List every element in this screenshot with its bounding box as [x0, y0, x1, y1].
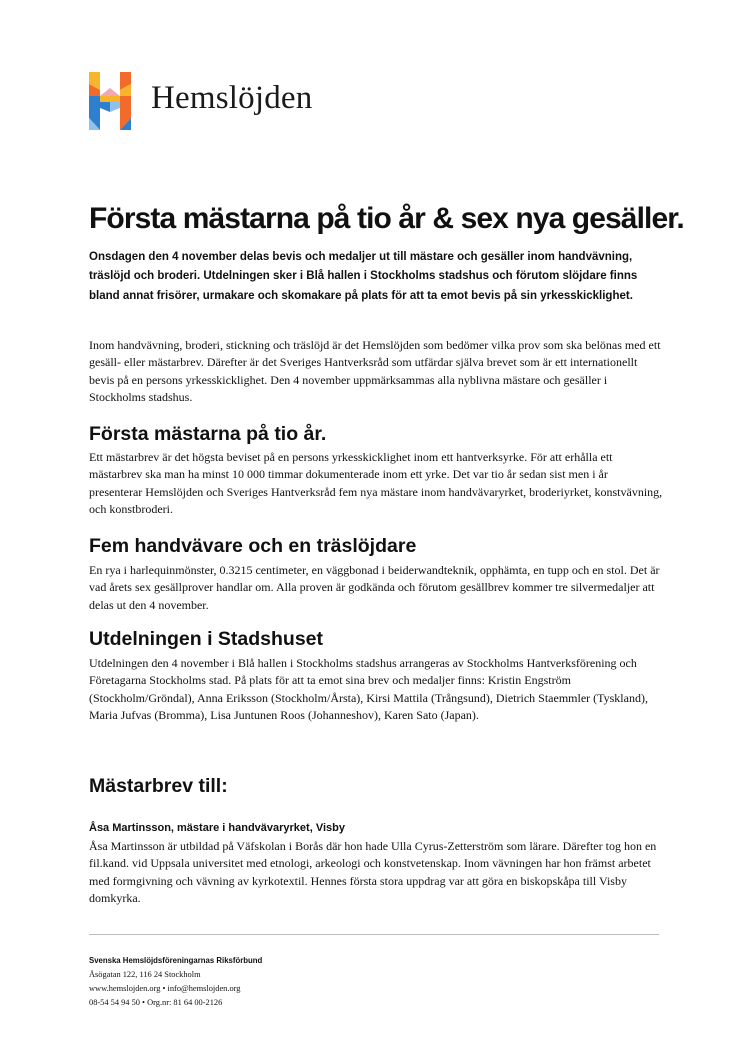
- section-heading-ceremony: Utdelningen i Stadshuset: [89, 628, 324, 650]
- master-entry-title: Åsa Martinsson, mästare i handvävaryrket, Visby: [89, 822, 345, 834]
- master-entry-body: Åsa Martinsson är utbildad på Väfskolan i Borås där hon hade Ulla Cyrus-Zetterström som lärare. Därefter tog hon en fil.kand. vid Uppsala universitet med etnologi, arkeologi och konstvetenskap. Inom vävningen har hon främst arbetet med formgivning och vävning av kyrkotextil. Hennes första stora uppdrag var att göra en biskopskåpa till Visby domkyrka.: [89, 839, 657, 905]
- masters-heading: Mästarbrev till:: [89, 775, 228, 797]
- footer-phone-orgnr: 08-54 54 94 50 • Org.nr: 81 64 00-2126: [89, 998, 223, 1007]
- section-heading-journeymen: Fem handvävare och en träslöjdare: [89, 535, 417, 557]
- intro-paragraph: Inom handvävning, broderi, stickning och träslöjd är det Hemslöjden som bedömer vilka prov som ska belönas med ett gesäll- eller mästarbrev. Därefter är det Sveriges Hantverksråd som utfärdar själva brevet som är ett internationellt bevis på en persons yrkesskicklighet. Den 4 november uppmärksammas alla nyblivna mästare och gesäller i Stockholms stadshus.: [89, 338, 661, 404]
- page-title: Första mästarna på tio år & sex nya gesäller.: [89, 202, 684, 235]
- hemslojden-logo: [89, 72, 349, 132]
- section-body-journeymen: En rya i harlequinmönster, 0.3215 centimeter, en väggbonad i beiderwandteknik, opphämta, en tupp och en stol. Det är vad årets sex gesällprover handlar om. Alla proven är godkända och förutom gesällbrev kommer tre silvermedaljer att delas ut den 4 november.: [89, 563, 660, 612]
- brand-name: Hemslöjden: [151, 80, 313, 116]
- lede-paragraph: Onsdagen den 4 november delas bevis och medaljer ut till mästare och gesäller inom handvävning, träslöjd och broderi. Utdelningen sker i Blå hallen i Stockholms stadshus och förutom slöjdare finns bland annat frisörer, urmakare och skomakare på plats för att ta emot bevis på sin yrkesskicklighet.: [89, 251, 638, 302]
- footer: [89, 954, 489, 1010]
- hemslojden-logo-icon: [89, 72, 131, 130]
- section-body-ceremony: Utdelningen den 4 november i Blå hallen i Stockholms stadshus arrangeras av Stockholms Hantverksförening och Företagarna Stockholms stad. På plats för att ta emot sina brev och medaljer finns: Kristin Engström (Stockholm/Gröndal), Anna Eriksson (Stockholm/Årsta), Kirsi Mattila (Trångsund), Dietrich Staemmler (Tyskland), Maria Jufvas (Bromma), Lisa Juntunen Roos (Johanneshov), Karen Sato (Japan).: [89, 656, 648, 722]
- footer-web-email: www.hemslojden.org • info@hemslojden.org: [89, 984, 241, 993]
- footer-address: Åsögatan 122, 116 24 Stockholm: [89, 970, 201, 979]
- footer-divider: [89, 934, 659, 935]
- section-heading-first-masters: Första mästarna på tio år.: [89, 423, 327, 445]
- section-body-first-masters: Ett mästarbrev är det högsta beviset på en persons yrkesskicklighet inom ett hantverksyrke. För att erhålla ett mästarbrev ska man ha minst 10 000 timmar dokumenterade inom ett yrke. Det var tio år sedan sist men i år presenterar Hemslöjden och Sveriges Hantverksråd fem nya mästare inom handvävaryrket, broderiyrket, konstvävning, och konstbroderi.: [89, 450, 663, 516]
- footer-org-name: Svenska Hemslöjdsföreningarnas Riksförbund: [89, 956, 263, 965]
